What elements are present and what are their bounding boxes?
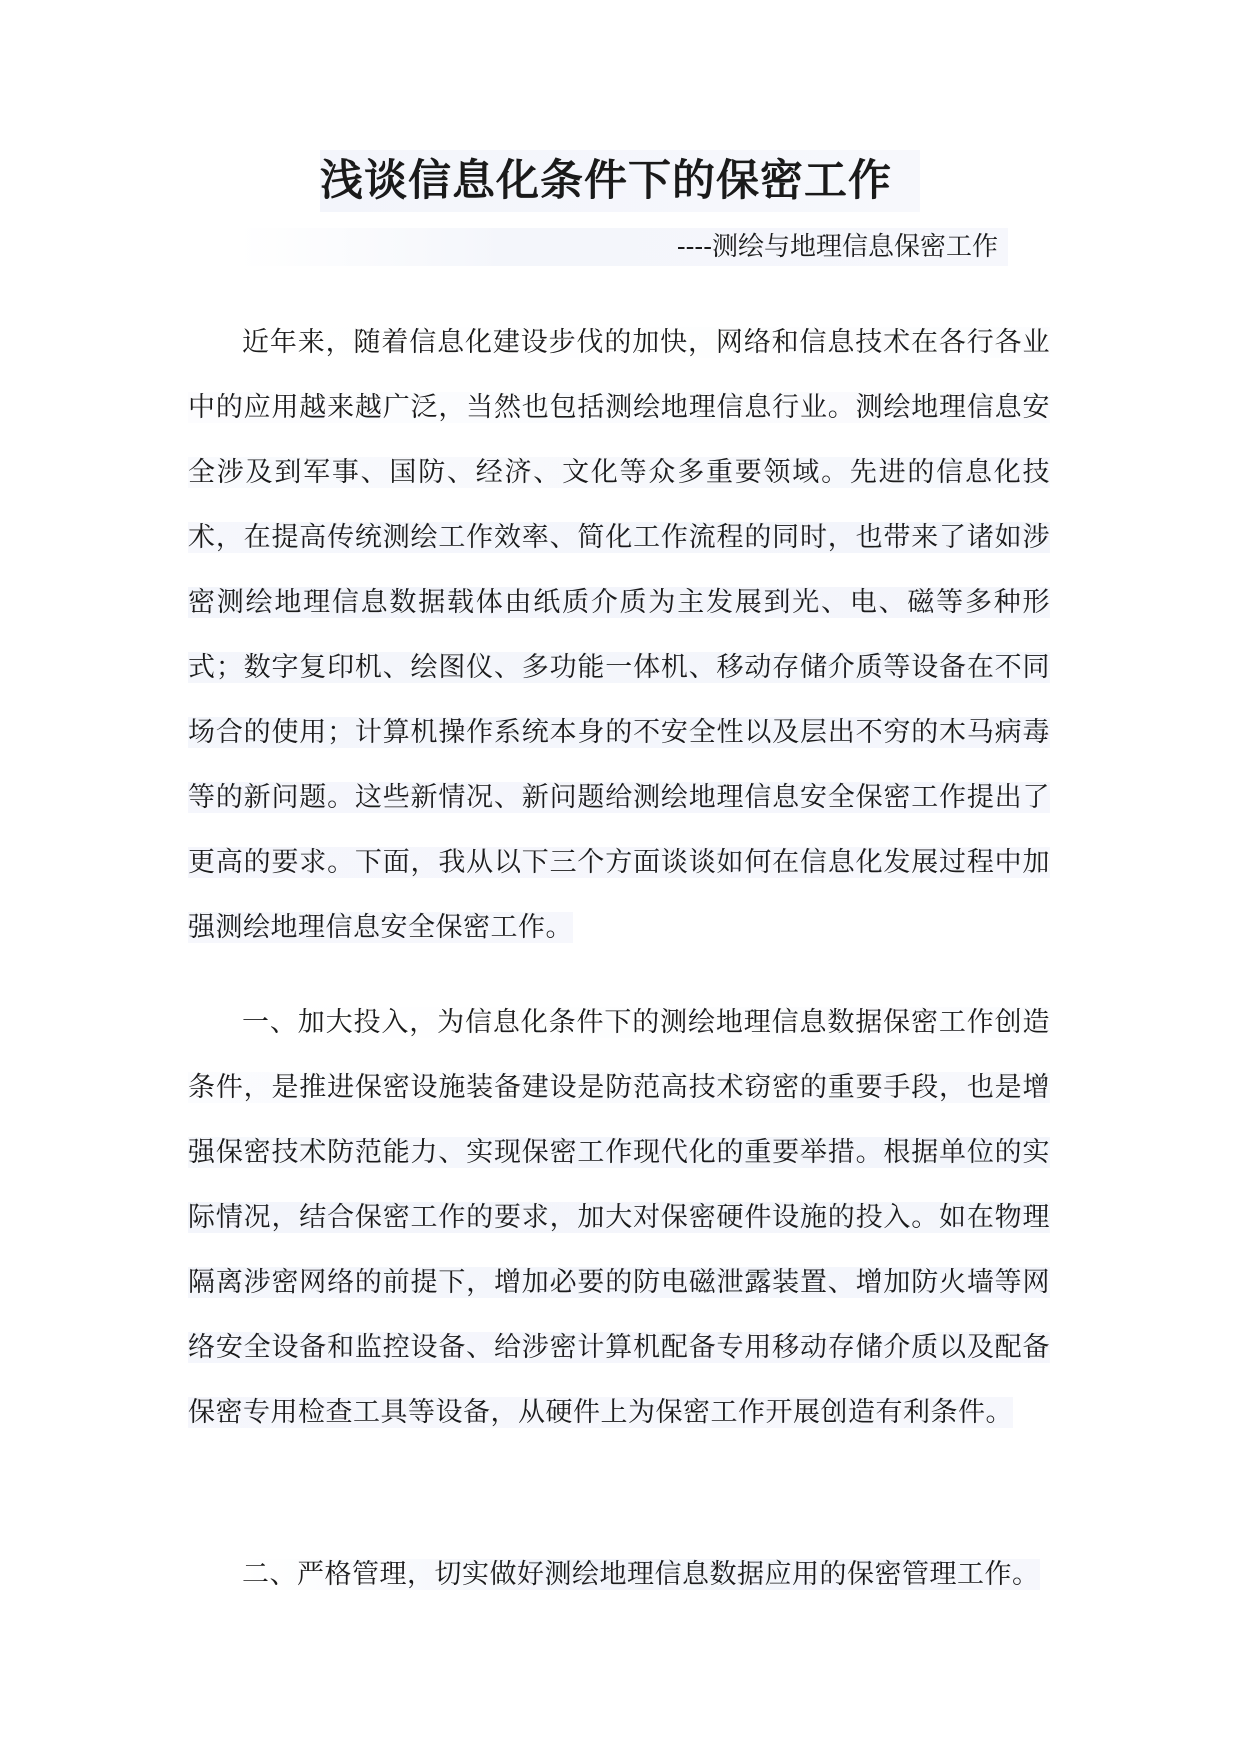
document-title: 浅谈信息化条件下的保密工作 — [320, 150, 920, 212]
document-subtitle: ----测绘与地理信息保密工作 — [238, 228, 1008, 266]
paragraph-text: 近年来，随着信息化建设步伐的加快，网络和信息技术在各行各业中的应用越来越广泛，当然也包括测绘地理信息行业。测绘地理信息安全涉及到军事、国防、经济、文化等众多重要领域。先进的信息化技术，在提高传统测绘工作效率、简化工作流程的同时，也带来了诸如涉密测绘地理信息数据载体由纸质介质为主发展到光、电、磁等多种形式；数字复印机、绘图仪、多功能一体机、移动存储介质等设备在不同场合的使用；计算机操作系统本身的不安全性以及层出不穷的木马病毒等的新问题。这些新情况、新问题给测绘地理信息安全保密工作提出了更高的要求。下面，我从以下三个方面谈谈如何在信息化发展过程中加强测绘地理信息安全保密工作。 — [188, 327, 1050, 943]
paragraph-section-two — [188, 1542, 1050, 1607]
paragraph-text: 二、严格管理，切实做好测绘地理信息数据应用的保密管理工作。 — [242, 1559, 1040, 1590]
paragraph-section-one — [188, 990, 1050, 1445]
paragraph-text: 一、加大投入，为信息化条件下的测绘地理信息数据保密工作创造条件，是推进保密设施装备建设是防范高技术窃密的重要手段，也是增强保密技术防范能力、实现保密工作现代化的重要举措。根据单位的实际情况，结合保密工作的要求，加大对保密硬件设施的投入。如在物理隔离涉密网络的前提下，增加必要的防电磁泄露装置、增加防火墙等网络安全设备和监控设备、给涉密计算机配备专用移动存储介质以及配备保密专用检查工具等设备，从硬件上为保密工作开展创造有利条件。 — [188, 1007, 1050, 1428]
paragraph-introduction — [188, 310, 1050, 960]
